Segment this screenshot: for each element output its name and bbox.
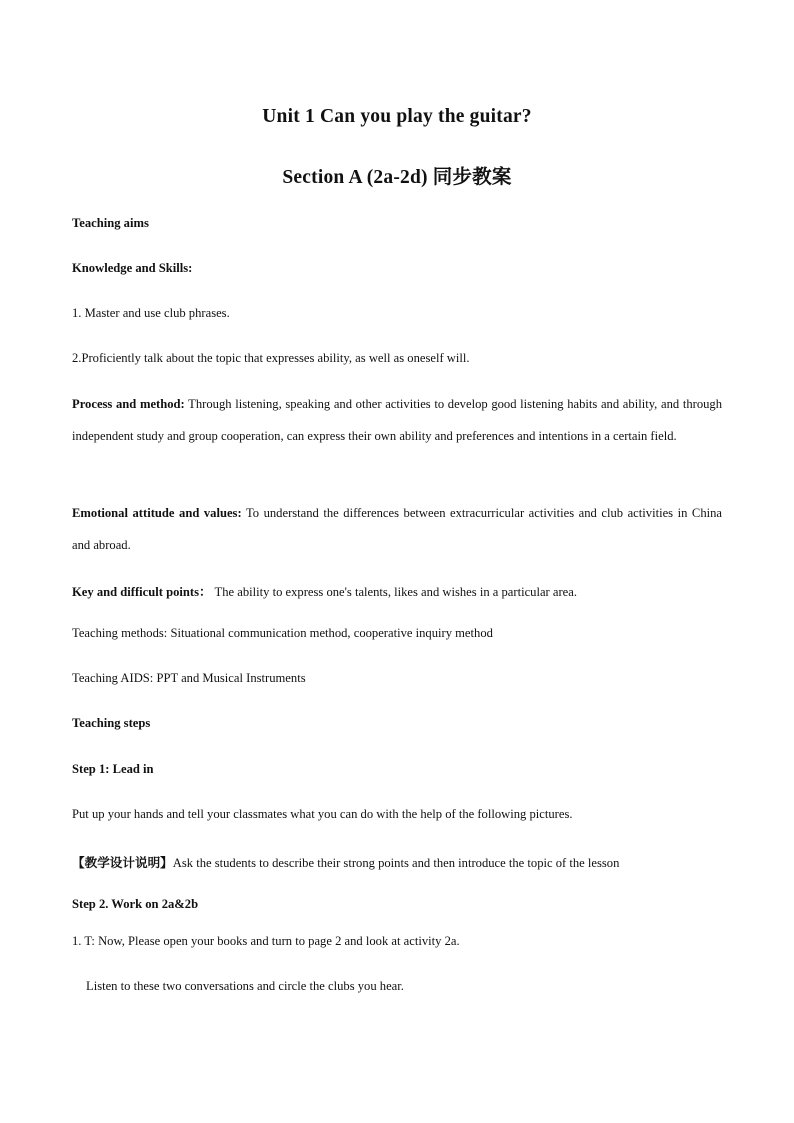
design-note-line xyxy=(72,852,722,871)
design-note-text: Ask the students to describe their strong points and then introduce the topic of the lesson xyxy=(172,856,620,870)
step2-heading: Step 2. Work on 2a&2b xyxy=(72,897,199,911)
step2-item-1-subtext: Listen to these two conversations and circle the clubs you hear. xyxy=(86,979,404,993)
process-method-label: Process and method: xyxy=(72,397,185,411)
teaching-steps-heading: Teaching steps xyxy=(72,716,151,730)
teaching-aids: Teaching AIDS: PPT and Musical Instruments xyxy=(72,671,306,685)
knowledge-item-1: 1. Master and use club phrases. xyxy=(72,306,230,320)
key-points-label: Key and difficult points： xyxy=(72,585,212,599)
teaching-aims-heading: Teaching aims xyxy=(72,216,149,230)
emotional-attitude-text: To understand the differences between extracurricular activities and club activities in China and abroad. xyxy=(72,506,723,552)
process-method-text: Through listening, speaking and other activities to develop good listening habits and ability, and through independent study and group cooperation, can express their own ability and preferences and intentions in a certain field. xyxy=(72,397,723,443)
teaching-methods: Teaching methods: Situational communication method, cooperative inquiry method xyxy=(72,626,493,640)
document-title: Unit 1 Can you play the guitar? xyxy=(262,106,532,127)
step2-item-1: 1. T: Now, Please open your books and turn to page 2 and look at activity 2a. xyxy=(72,934,460,948)
knowledge-skills-heading: Knowledge and Skills: xyxy=(72,261,193,275)
emotional-attitude-paragraph xyxy=(72,497,722,561)
design-note-label: 【教学设计说明】 xyxy=(72,856,173,870)
key-points-text: The ability to express one's talents, likes and wishes in a particular area. xyxy=(211,585,578,599)
step1-text: Put up your hands and tell your classmates what you can do with the help of the following pictures. xyxy=(72,807,573,821)
step1-heading: Step 1: Lead in xyxy=(72,762,154,776)
emotional-attitude-label: Emotional attitude and values: xyxy=(72,506,242,520)
process-method-paragraph xyxy=(72,388,722,452)
key-points-line xyxy=(72,581,722,600)
document-subtitle: Section A (2a-2d) 同步教案 xyxy=(282,167,512,188)
knowledge-item-2: 2.Proficiently talk about the topic that expresses ability, as well as oneself will. xyxy=(72,351,470,365)
